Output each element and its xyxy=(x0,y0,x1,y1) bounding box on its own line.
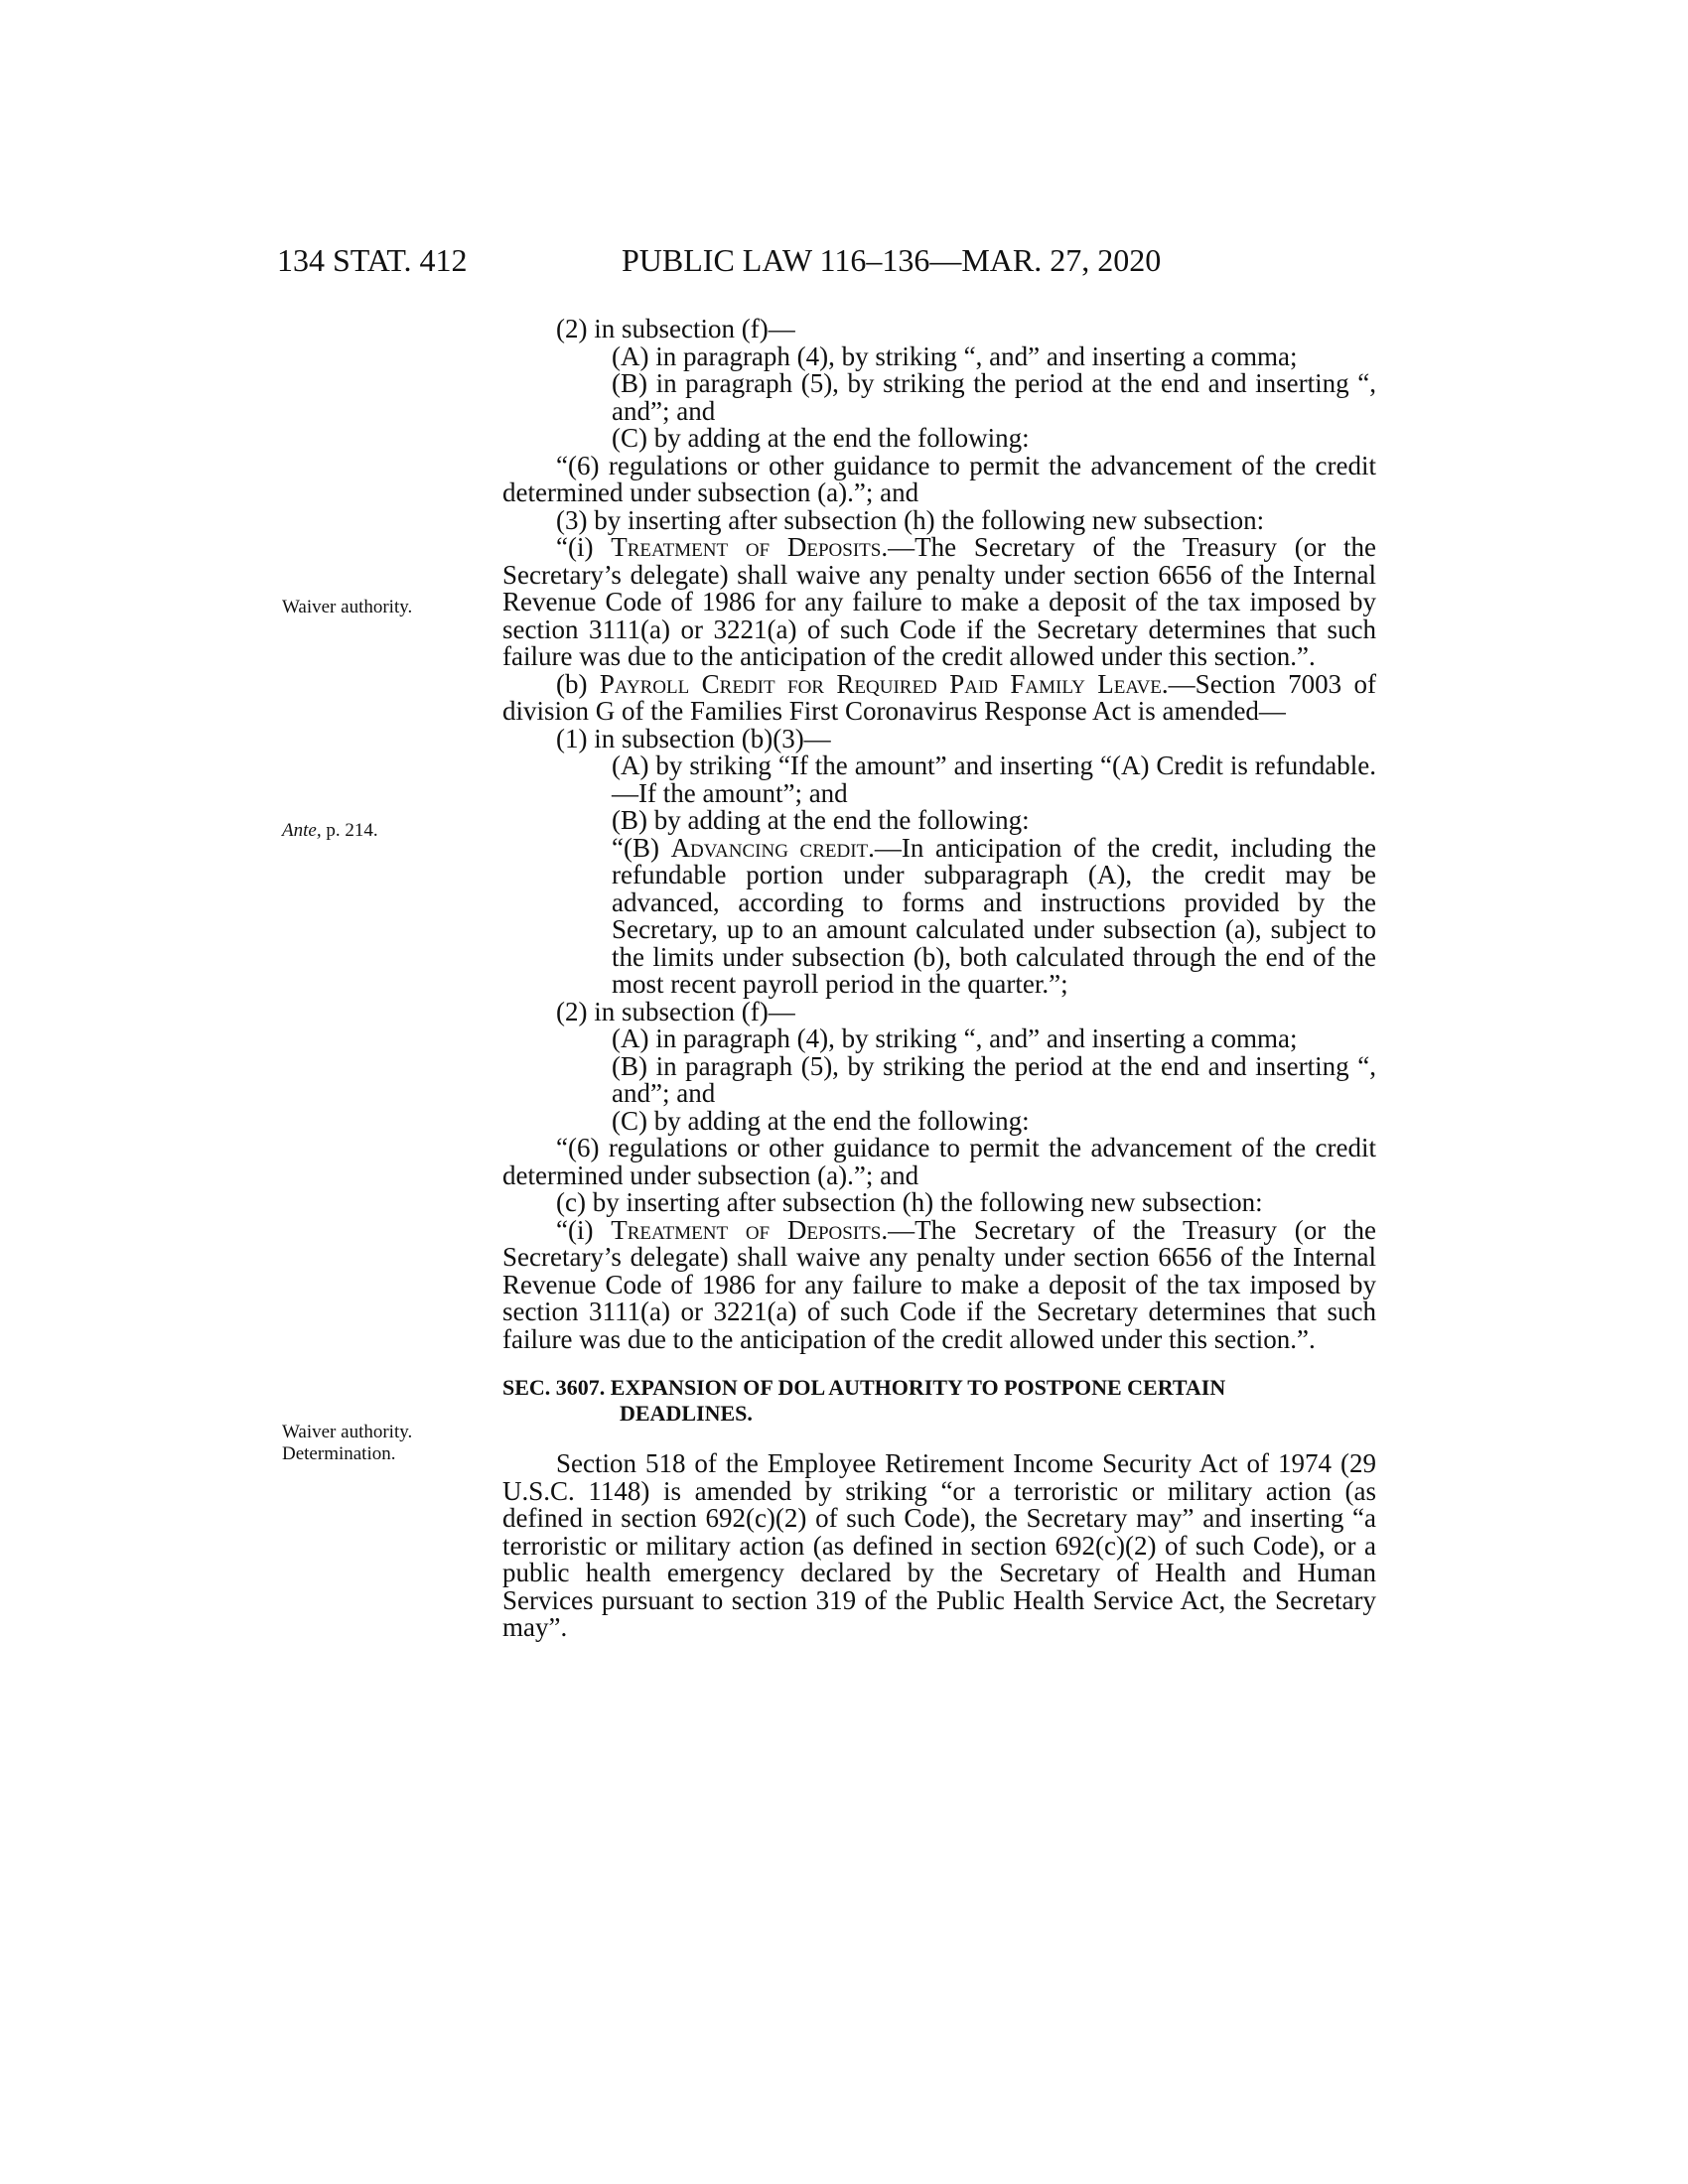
margin-note-waiver-authority xyxy=(282,597,481,618)
text-run: “(B) xyxy=(612,832,671,863)
paragraph: “(6) regulations or other guidance to permit the advancement of the credit determined under subsection (a).”; and xyxy=(502,1133,1376,1190)
text-run: “(i) xyxy=(556,1214,612,1245)
paragraph: (2) in subsection (f)— xyxy=(556,314,795,343)
paragraph xyxy=(502,832,1376,999)
small-caps-heading: Advancing credit xyxy=(670,832,869,863)
paragraph xyxy=(502,1214,1376,1354)
margin-note-text: Waiver authority. xyxy=(282,597,413,617)
paragraph: (2) in subsection (f)— xyxy=(556,996,795,1026)
paragraph: (A) in paragraph (4), by striking “, and” and inserting a comma; xyxy=(612,341,1298,371)
section-heading-line: SEC. 3607. EXPANSION OF DOL AUTHORITY TO POSTPONE CERTAIN xyxy=(502,1375,1226,1400)
paragraph: (A) in paragraph (4), by striking “, and” and inserting a comma; xyxy=(612,1024,1298,1053)
paragraph: (B) by adding at the end the following: xyxy=(612,805,1030,835)
paragraph: (1) in subsection (b)(3)— xyxy=(556,723,831,753)
margin-note-page: p. 214. xyxy=(321,820,378,841)
paragraph: (c) by inserting after subsection (h) the following new subsection: xyxy=(556,1187,1263,1217)
margin-note-line: Waiver authority. xyxy=(282,1422,413,1442)
text-run: (b) xyxy=(556,668,600,699)
margin-note-waiver-determination xyxy=(282,1422,481,1465)
text-run: .—The Secretary of the Treasury (or the Secretary’s delegate) shall waive any penalty under section 6656 of the Internal Revenue Code of 1986 for any failure to make a deposit of the tax imposed by section 3111(a) or 3221(a) of such Code if the Secretary determines that such failure was due to the anticipation of the credit allowed under this section.”. xyxy=(502,1214,1376,1354)
paragraph xyxy=(502,534,1376,671)
page-header-stat: 134 STAT. 412 xyxy=(277,242,468,278)
margin-note-line: Determination. xyxy=(282,1443,396,1464)
small-caps-heading: Payroll Credit for Required Paid Family Leave xyxy=(599,668,1162,699)
paragraph xyxy=(502,668,1376,726)
paragraph: (3) by inserting after subsection (h) the following new subsection: xyxy=(556,504,1265,535)
text-run: “(i) xyxy=(556,532,612,562)
paragraph: (A) by striking “If the amount” and inserting “(A) Credit is refundable.—If the amount”; and xyxy=(612,751,1376,808)
paragraph: (C) by adding at the end the following: xyxy=(612,1105,1030,1136)
margin-note-ante-reference xyxy=(282,820,481,842)
text-run: .—The Secretary of the Treasury (or the Secretary’s delegate) shall waive any penalty under section 6656 of the Internal Revenue Code of 1986 for any failure to make a deposit of the tax imposed by section 3111(a) or 3221(a) of such Code if the Secretary determines that such failure was due to the anticipation of the credit allowed under this section.”. xyxy=(502,532,1376,671)
text-run: .—In anticipation of the credit, including the refundable portion under subparagraph (A), the credit may be advanced, according to forms and instructions provided by the Secretary, up to an amount calculated under subsection (a), subject to the limits under subsection (b), both calculated through the end of the most recent payroll period in the quarter.”; xyxy=(612,832,1376,999)
paragraph: Section 518 of the Employee Retirement Income Security Act of 1974 (29 U.S.C. 1148) is amended by striking “or a terroristic or military action (as defined in section 692(c)(2) of such Code), the Secretary may” and inserting “a terroristic or military action (as defined in section 692(c)(2) of such Code), or a public health emergency declared by the Secretary of Health and Human Services pursuant to section 319 of the Public Health Service Act, the Secretary may”. xyxy=(502,1448,1376,1642)
section-heading xyxy=(502,1375,1376,1427)
paragraph: (B) in paragraph (5), by striking the period at the end and inserting “, and”; and xyxy=(612,1050,1376,1108)
text-run: .—Section 7003 of division G of the Families First Coronavirus Response Act is amended— xyxy=(502,668,1376,726)
section-heading-line: DEADLINES. xyxy=(620,1401,753,1426)
margin-note-italic: Ante, xyxy=(282,820,322,841)
small-caps-heading: Treatment of Deposits xyxy=(611,1214,882,1245)
paragraph: (B) in paragraph (5), by striking the period at the end and inserting “, and”; and xyxy=(612,368,1376,426)
paragraph: “(6) regulations or other guidance to permit the advancement of the credit determined under subsection (a).”; and xyxy=(502,450,1376,507)
small-caps-heading: Treatment of Deposits xyxy=(611,532,882,562)
body-column xyxy=(502,316,1376,1642)
margin-note-text xyxy=(282,820,481,842)
paragraph: (C) by adding at the end the following: xyxy=(612,423,1030,453)
page-header-title: PUBLIC LAW 116–136—MAR. 27, 2020 xyxy=(622,242,1162,278)
